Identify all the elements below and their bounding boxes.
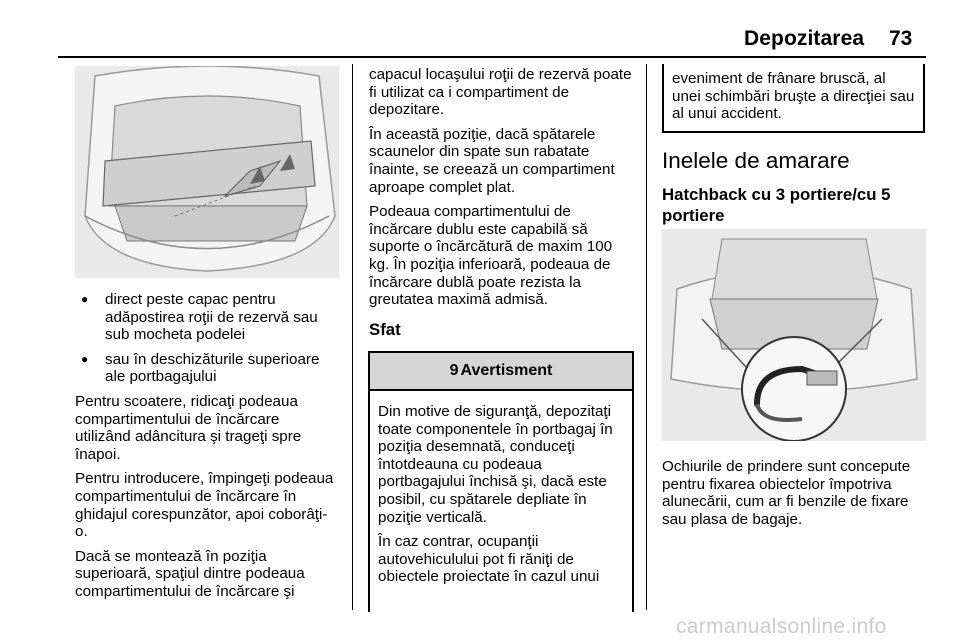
- paragraph: Din motive de siguranţă, depozitaţi toate componentele în portbagaj în poziţia desemnată, conduceţi întotdeauna cu podeaua portbagajului închisă şi, dacă este posibil, cu spătarele depliate în poziţie verticală.: [378, 403, 613, 526]
- warning-box: [368, 351, 634, 612]
- paragraph: În caz contrar, ocupanţii autovehiculului pot fi răniţi de obiectele proiectate în cazul unui: [378, 533, 600, 586]
- column-2-text: [369, 66, 635, 356]
- column-1-text: [75, 291, 337, 608]
- paragraph: În această poziţie, dacă spătarele scaunelor din spate sun rabatate înainte, se creează un compartiment aproape complet plat.: [369, 125, 615, 196]
- paragraph: Pentru scoatere, ridicaţi podeaua compartimentului de încărcare utilizând adâncitura şi trageţi spre înapoi.: [75, 392, 302, 463]
- column-3-text: [662, 458, 928, 535]
- paragraph: Pentru introducere, împingeţi podeaua compartimentului de încărcare în ghidajul corespunzător, apoi coborâţi-o.: [75, 470, 334, 541]
- warning-continued-text: eveniment de frânare bruscă, al unei schimbări bruşte a direcţiei sau al unui accident.: [672, 70, 915, 123]
- section-heading: Inelele de amarare: [662, 148, 850, 173]
- warning-header: [370, 353, 632, 391]
- list-item: ● direct peste capac pentru adăpostirea roţii de rezervă sau sub mocheta podelei: [75, 291, 337, 344]
- list-item: ● sau în deschizăturile superioare ale portbagajului: [75, 351, 337, 386]
- paragraph: Ochiurile de prindere sunt concepute pentru fixarea obiectelor împotriva alunecării, cum ar fi benzile de fixare sau plasa de bagaje.: [662, 458, 911, 528]
- section-title: Depozitarea: [744, 27, 865, 50]
- header-rule: [58, 56, 926, 58]
- warning-body: [370, 391, 632, 586]
- warning-continued-box: [662, 64, 925, 133]
- column-divider-1: [352, 64, 353, 610]
- bullet-list: [75, 291, 337, 386]
- paragraph: Podeaua compartimentului de încărcare dublu este capabilă să suporte o încărcătură de maxim 100 kg. În poziţia inferioară, podeaua de încărcare dublă poate rezista la greutatea maximă admisă.: [369, 203, 613, 309]
- cargo-floor-illustration: [75, 66, 339, 278]
- lashing-eyes-illustration: [662, 229, 926, 441]
- column-divider-2: [646, 64, 647, 610]
- page-header: [0, 0, 960, 60]
- paragraph: capacul locaşului roţii de rezervă poate fi utilizat ca i compartiment de depozitare.: [369, 66, 632, 119]
- warning-title: Avertisment: [460, 362, 553, 379]
- watermark: carmanualsonline.info: [676, 615, 887, 638]
- warning-icon: 9: [449, 362, 459, 379]
- page-number: 73: [889, 27, 913, 50]
- tip-heading: Sfat: [369, 319, 401, 339]
- paragraph: Dacă se montează în poziţia superioară, spaţiul dintre podeaua compartimentului de încărcare şi: [75, 547, 305, 600]
- subsection-heading: Hatchback cu 3 portiere/cu 5 portiere: [662, 185, 891, 225]
